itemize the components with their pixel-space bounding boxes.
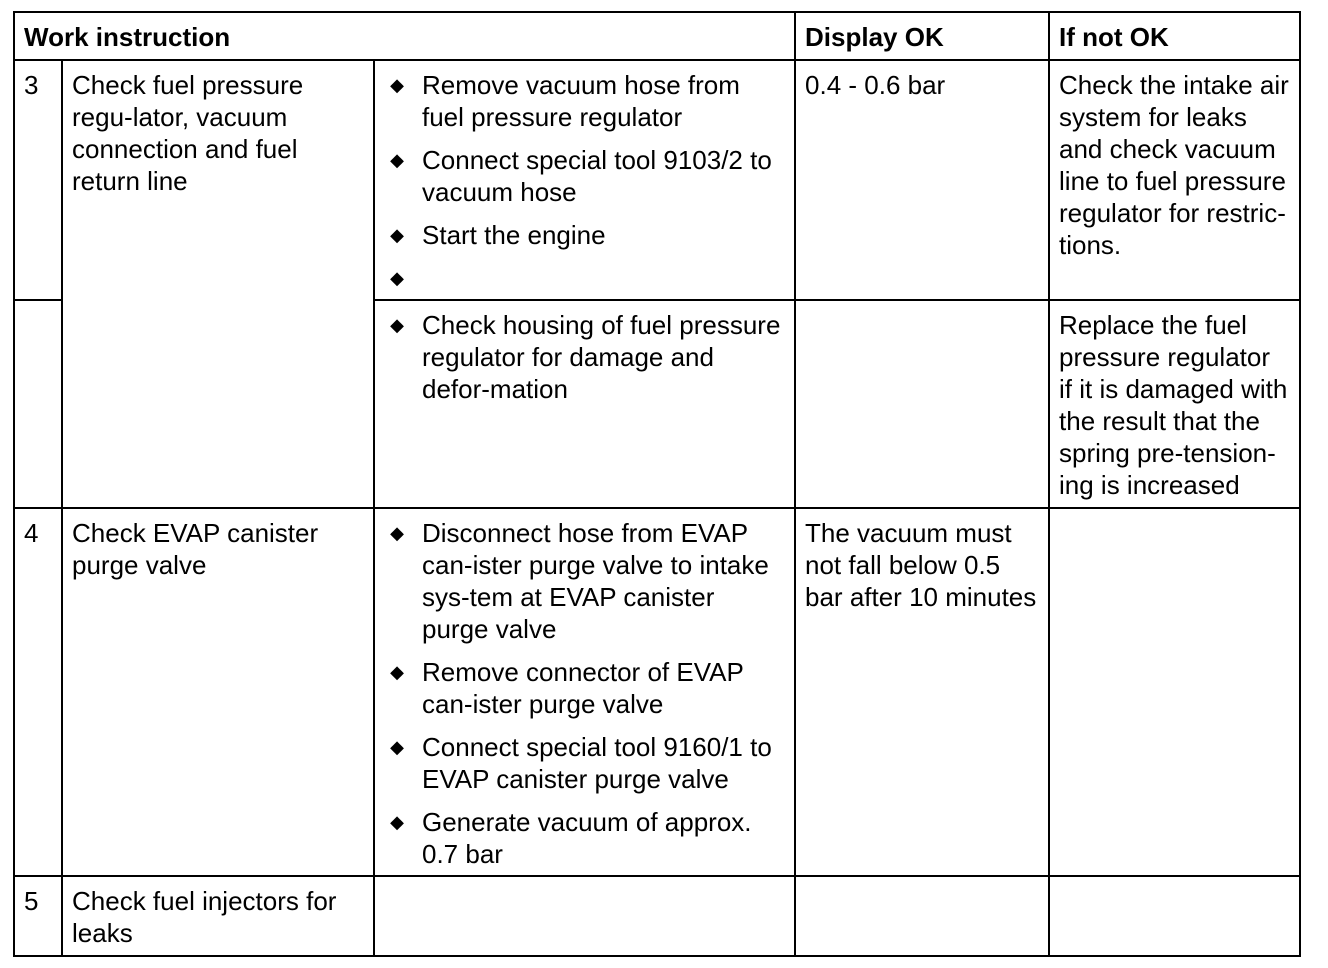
display-ok-value xyxy=(795,300,1049,508)
diamond-bullet-icon: ◆ xyxy=(390,523,404,543)
steps-cell xyxy=(374,508,795,876)
diamond-bullet-icon: ◆ xyxy=(390,737,404,757)
table-row xyxy=(14,60,1300,300)
step-text: Remove connector of EVAP can-ister purge valve xyxy=(422,657,744,719)
work-instruction-table xyxy=(13,11,1301,957)
steps-cell xyxy=(374,300,795,508)
diamond-bullet-icon: ◆ xyxy=(390,268,404,288)
if-not-ok-text: Replace the fuel pressure regulator if it is damaged with the result that the spring pre-tension-ing is increased xyxy=(1049,300,1300,508)
check-title: Check EVAP canister purge valve xyxy=(62,508,374,876)
if-not-ok-text: Check the intake air system for leaks and check vacuum line to fuel pressure regulator for restric-tions. xyxy=(1049,60,1300,300)
diamond-bullet-icon: ◆ xyxy=(390,662,404,682)
row-number: 3 xyxy=(14,60,62,300)
diamond-bullet-icon: ◆ xyxy=(390,150,404,170)
header-work-instruction: Work instruction xyxy=(14,12,795,60)
header-display-ok: Display OK xyxy=(795,12,1049,60)
check-title: Check fuel pressure regu-lator, vacuum connection and fuel return line xyxy=(62,60,374,508)
diamond-bullet-icon: ◆ xyxy=(390,812,404,832)
step-text: Connect special tool 9160/1 to EVAP canister purge valve xyxy=(422,732,772,794)
display-ok-value: The vacuum must not fall below 0.5 bar after 10 minutes xyxy=(795,508,1049,876)
display-ok-value xyxy=(795,876,1049,956)
step-text: Disconnect hose from EVAP can-ister purge valve to intake sys-tem at EVAP canister purge valve xyxy=(422,518,769,644)
header-if-not-ok: If not OK xyxy=(1049,12,1300,60)
diamond-bullet-icon: ◆ xyxy=(390,75,404,95)
diamond-bullet-icon: ◆ xyxy=(390,225,404,245)
if-not-ok-text xyxy=(1049,876,1300,956)
row-number: 5 xyxy=(14,876,62,956)
row-number: 4 xyxy=(14,508,62,876)
if-not-ok-text xyxy=(1049,508,1300,876)
list-item xyxy=(384,731,785,795)
table-row xyxy=(14,508,1300,876)
table-row xyxy=(14,876,1300,956)
steps-cell xyxy=(374,876,795,956)
list-item xyxy=(384,144,785,208)
header-row xyxy=(14,12,1300,60)
list-item xyxy=(384,69,785,133)
list-item xyxy=(384,517,785,645)
list-item xyxy=(384,656,785,720)
steps-list xyxy=(384,517,785,870)
check-title: Check fuel injectors for leaks xyxy=(62,876,374,956)
steps-list xyxy=(384,69,785,294)
diamond-bullet-icon: ◆ xyxy=(390,315,404,335)
list-item xyxy=(384,309,785,405)
step-text: Generate vacuum of approx. 0.7 bar xyxy=(422,807,752,869)
step-text: Check housing of fuel pressure regulator for damage and defor-mation xyxy=(422,310,781,404)
steps-cell xyxy=(374,60,795,300)
steps-list xyxy=(384,309,785,405)
step-text: Start the engine xyxy=(422,220,606,250)
step-text: Remove vacuum hose from fuel pressure regulator xyxy=(422,70,740,132)
list-item xyxy=(384,219,785,251)
list-item xyxy=(384,806,785,870)
row-number-empty xyxy=(14,300,62,508)
list-item xyxy=(384,262,785,294)
step-text: Connect special tool 9103/2 to vacuum hose xyxy=(422,145,772,207)
display-ok-value: 0.4 - 0.6 bar xyxy=(795,60,1049,300)
